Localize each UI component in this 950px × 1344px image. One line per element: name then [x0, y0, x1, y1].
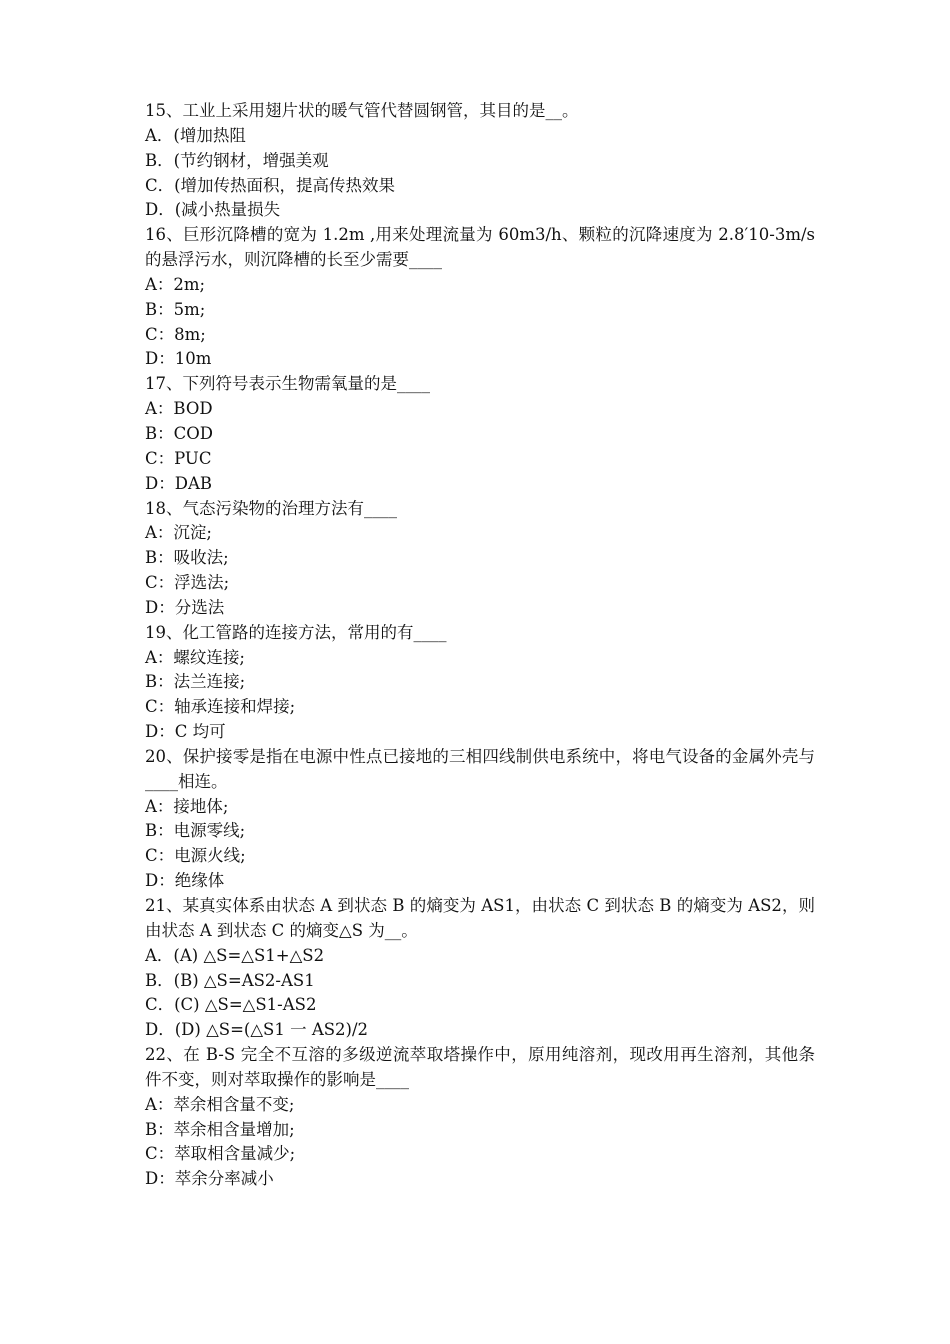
- document-page: [145, 99, 815, 1192]
- option-c: C：萃取相含量减少;: [145, 1144, 296, 1164]
- question-stem: 16、巨形沉降槽的宽为 1.2m ,用来处理流量为 60m3/h、颗粒的沉降速度为 2.8′10-3m/s 的悬浮污水，则沉降槽的长至少需要____: [145, 225, 815, 270]
- option-a: A：螺纹连接;: [145, 647, 245, 667]
- option-b: B：萃余相含量增加;: [145, 1119, 295, 1139]
- option-b: B．(B) △S=AS2-AS1: [145, 970, 315, 990]
- option-b: B．(节约钢材，增强美观: [145, 150, 329, 170]
- question-stem: 17、下列符号表示生物需氧量的是____: [145, 374, 430, 394]
- option-c: C．(C) △S=△S1-AS2: [145, 995, 317, 1015]
- option-d: D：绝缘体: [145, 871, 225, 891]
- option-d: D：DAB: [145, 473, 212, 493]
- option-b: B：电源零线;: [145, 821, 246, 841]
- option-d: D．(减小热量损失: [145, 200, 281, 220]
- option-a: A．(增加热阻: [145, 125, 246, 145]
- option-b: B：法兰连接;: [145, 672, 246, 692]
- option-b: B：吸收法;: [145, 548, 229, 568]
- option-c: C．(增加传热面积，提高传热效果: [145, 175, 396, 195]
- option-a: A．(A) △S=△S1+△S2: [145, 945, 325, 965]
- option-d: D．(D) △S=(△S1 一 AS2)/2: [145, 1020, 369, 1040]
- question-stem: 21、某真实体系由状态 A 到状态 B 的熵变为 AS1，由状态 C 到状态 B 的熵变为 AS2，则由状态 A 到状态 C 的熵变△S 为__。: [145, 896, 815, 940]
- option-a: A：BOD: [145, 399, 213, 419]
- question-stem: 15、工业上采用翅片状的暖气管代替圆钢管，其目的是__。: [145, 101, 579, 120]
- question-15: [145, 99, 815, 223]
- option-c: C：8m;: [145, 324, 206, 344]
- option-c: C：轴承连接和焊接;: [145, 697, 296, 717]
- option-a: A：沉淀;: [145, 523, 212, 543]
- question-16: [145, 223, 815, 372]
- option-c: C：浮选法;: [145, 573, 230, 593]
- question-20: [145, 745, 815, 894]
- question-17: [145, 372, 815, 496]
- option-a: A：萃余相含量不变;: [145, 1094, 295, 1114]
- option-c: C：PUC: [145, 448, 212, 468]
- option-b: B：COD: [145, 423, 214, 443]
- question-stem: 18、气态污染物的治理方法有____: [145, 498, 397, 518]
- question-19: [145, 621, 815, 745]
- question-22: [145, 1043, 815, 1192]
- question-21: [145, 894, 815, 1043]
- option-d: D：萃余分率减小: [145, 1169, 274, 1189]
- option-a: A：接地体;: [145, 796, 229, 816]
- question-stem: 20、保护接零是指在电源中性点已接地的三相四线制供电系统中，将电气设备的金属外壳与____相连。: [145, 746, 815, 791]
- option-a: A：2m;: [145, 274, 206, 294]
- option-d: D：C 均可: [145, 722, 226, 742]
- question-stem: 19、化工管路的连接方法，常用的有____: [145, 622, 447, 642]
- option-b: B：5m;: [145, 299, 206, 319]
- question-18: [145, 497, 815, 621]
- question-stem: 22、在 B-S 完全不互溶的多级逆流萃取塔操作中，原用纯溶剂，现改用再生溶剂，其他条件不变，则对萃取操作的影响是____: [145, 1045, 815, 1089]
- option-d: D：分选法: [145, 597, 225, 617]
- option-d: D：10m: [145, 349, 212, 369]
- option-c: C：电源火线;: [145, 846, 246, 866]
